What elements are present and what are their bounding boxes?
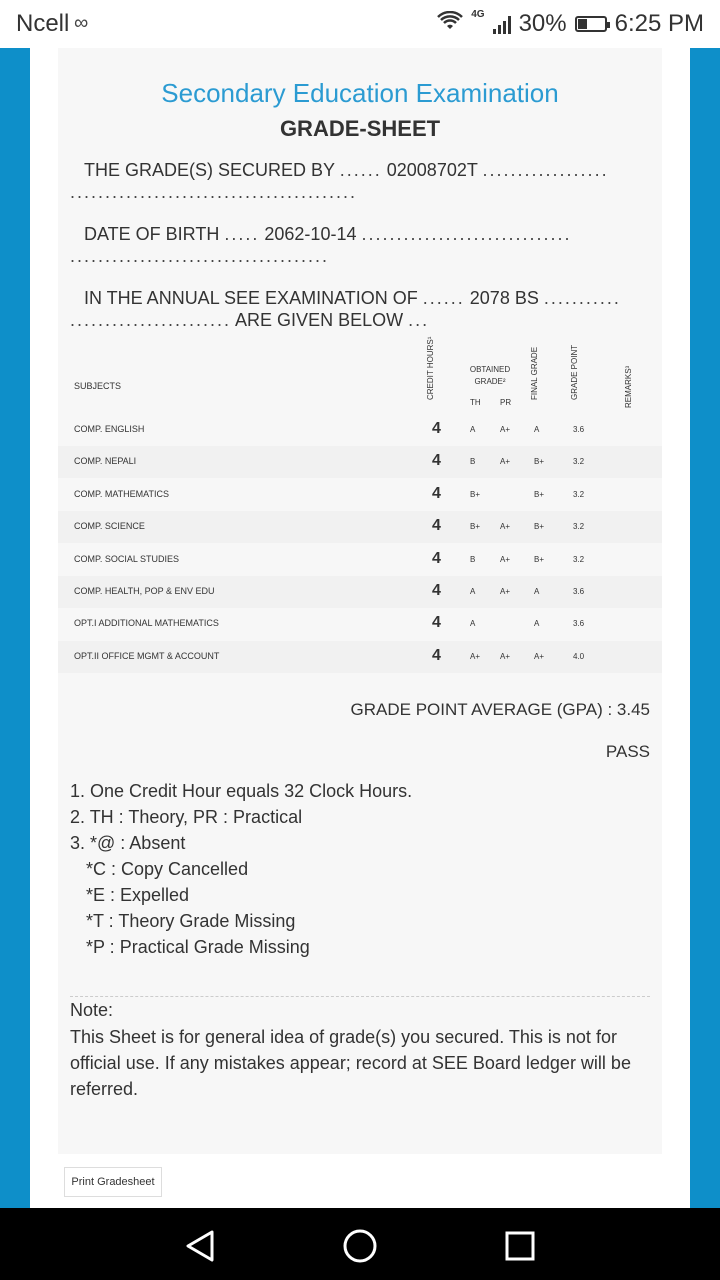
note-title: Note: xyxy=(70,1000,114,1020)
table-row xyxy=(58,576,662,608)
secured-by-line: THE GRADE(S) SECURED BY ...... 02008702T .................. xyxy=(84,160,609,180)
final-grade-cell: B+ xyxy=(534,489,545,499)
wifi-icon xyxy=(437,10,463,38)
final-grade-cell: B+ xyxy=(534,522,545,532)
network-type: 4G xyxy=(471,8,485,20)
subject-cell: OPT.II OFFICE MGMT & ACCOUNT xyxy=(74,650,220,661)
given-below-line: ....................... ARE GIVEN BELOW ... xyxy=(70,310,430,330)
table-row xyxy=(58,414,662,446)
grade-point-cell: 3.6 xyxy=(573,619,585,629)
theory-grade-cell: B+ xyxy=(470,489,481,499)
th-header: TH xyxy=(470,398,481,407)
subject-cell: COMP. SOCIAL STUDIES xyxy=(74,553,180,564)
battery-percent: 30% xyxy=(518,10,567,37)
exam-label: IN THE ANNUAL SEE EXAMINATION OF xyxy=(84,288,418,308)
subject-cell: COMP. HEALTH, POP & ENV EDU xyxy=(74,586,215,596)
final-grade-cell: A xyxy=(534,619,540,629)
final-grade-cell: A+ xyxy=(534,651,545,661)
grade-point-cell: 3.2 xyxy=(573,489,585,499)
page-content xyxy=(30,48,690,1208)
grade-point-cell: 3.6 xyxy=(573,425,585,434)
dotted-line: ..................................... xyxy=(70,246,330,266)
given-below-text: ARE GIVEN BELOW xyxy=(235,310,404,330)
theory-grade-cell: A xyxy=(470,425,476,434)
grade-point-cell: 4.0 xyxy=(573,651,585,661)
navigation-bar xyxy=(0,1208,720,1280)
credit-hours-cell: 4 xyxy=(432,549,441,567)
legend-item: 1. One Credit Hour equals 32 Clock Hours. xyxy=(70,781,413,801)
table-row xyxy=(58,479,662,511)
final-grade-cell: A xyxy=(534,587,540,596)
grade-point-cell: 3.2 xyxy=(573,457,585,467)
legend-item: *C : Copy Cancelled xyxy=(86,859,249,879)
battery-icon xyxy=(575,16,607,32)
credit-hours-cell: 4 xyxy=(432,614,441,632)
legend-notes xyxy=(70,778,412,960)
final-grade-header: FINAL GRADE xyxy=(530,346,539,400)
credit-hours-cell: 4 xyxy=(432,517,441,535)
status-bar xyxy=(0,0,720,48)
credit-hours-cell: 4 xyxy=(432,420,441,437)
final-grade-cell: B+ xyxy=(534,457,545,467)
remarks-header: REMARKS³ xyxy=(624,365,633,408)
subject-cell: COMP. ENGLISH xyxy=(74,424,145,434)
table-row xyxy=(58,511,662,543)
pr-header: PR xyxy=(500,398,512,407)
subject-cell: COMP. MATHEMATICS xyxy=(74,488,170,499)
grade-point-cell: 3.2 xyxy=(573,522,585,532)
credit-hours-cell: 4 xyxy=(432,484,441,502)
symbol-number: 02008702T xyxy=(386,160,478,180)
legend-item: *T : Theory Grade Missing xyxy=(86,911,296,931)
credit-hours-cell: 4 xyxy=(432,646,441,664)
exam-year: 2078 BS xyxy=(469,288,539,308)
carrier-name: Ncell xyxy=(16,10,70,37)
table-row xyxy=(58,446,662,478)
dob-line: DATE OF BIRTH ..... 2062-10-14 .............................. xyxy=(84,224,572,244)
final-grade-cell: A xyxy=(534,425,540,434)
legend-item: 3. *@ : Absent xyxy=(70,833,186,853)
theory-grade-cell: B xyxy=(470,554,476,564)
grade-sheet xyxy=(58,48,662,1154)
divider xyxy=(70,996,650,997)
note-text: This Sheet is for general idea of grade(s) you secured. This is not for official use. If any mistakes appear; record at SEE Board ledger will be referred. xyxy=(70,1027,631,1099)
practical-grade-cell: A+ xyxy=(500,587,511,596)
exam-line: IN THE ANNUAL SEE EXAMINATION OF ...... 2078 BS ........... xyxy=(84,288,621,308)
practical-grade-cell: A+ xyxy=(500,554,511,564)
theory-grade-cell: A xyxy=(470,619,476,629)
print-gradesheet-button[interactable]: Print Gradesheet xyxy=(64,1167,162,1197)
table-row xyxy=(58,608,662,640)
grade-point-header: GRADE POINT xyxy=(570,344,579,400)
grade-point-cell: 3.6 xyxy=(573,587,585,596)
grade-point-cell: 3.2 xyxy=(573,554,585,564)
obtained-grade-header: OBTAINED GRADE² xyxy=(469,365,511,386)
final-grade-cell: B+ xyxy=(534,554,545,564)
signal-icon xyxy=(493,14,511,34)
dob-label: DATE OF BIRTH xyxy=(84,224,220,244)
recents-icon[interactable] xyxy=(500,1226,540,1266)
theory-grade-cell: B xyxy=(470,457,476,467)
exam-title: Secondary Education Examination xyxy=(161,78,559,108)
subjects-header: SUBJECTS xyxy=(74,381,122,391)
practical-grade-cell: A+ xyxy=(500,457,511,467)
clock: 6:25 PM xyxy=(614,10,704,37)
subject-cell: OPT.I ADDITIONAL MATHEMATICS xyxy=(74,618,219,629)
legend-item: 2. TH : Theory, PR : Practical xyxy=(70,807,303,827)
result-status: PASS xyxy=(605,742,650,761)
practical-grade-cell: A+ xyxy=(500,522,511,532)
theory-grade-cell: A xyxy=(470,587,476,596)
sheet-title: GRADE-SHEET xyxy=(279,116,441,141)
subject-cell: COMP. SCIENCE xyxy=(74,521,145,532)
back-icon[interactable] xyxy=(180,1226,220,1266)
practical-grade-cell: A+ xyxy=(500,651,511,661)
secured-by-label: THE GRADE(S) SECURED BY xyxy=(84,160,335,180)
home-icon[interactable] xyxy=(340,1226,380,1266)
practical-grade-cell: A+ xyxy=(500,425,511,434)
theory-grade-cell: A+ xyxy=(470,651,481,661)
dob-value: 2062-10-14 xyxy=(264,224,357,244)
legend-item: *P : Practical Grade Missing xyxy=(86,937,310,957)
table-row xyxy=(58,641,662,673)
theory-grade-cell: B+ xyxy=(470,522,481,532)
gpa-line: GRADE POINT AVERAGE (GPA) : 3.45 xyxy=(350,700,650,719)
credit-hours-cell: 4 xyxy=(432,582,441,599)
credit-hours-header: CREDIT HOURS¹ xyxy=(426,336,435,400)
credit-hours-cell: 4 xyxy=(432,452,441,470)
subject-cell: COMP. NEPALI xyxy=(74,456,137,467)
carrier-logo-icon: ∞ xyxy=(74,12,89,34)
legend-item: *E : Expelled xyxy=(86,885,190,905)
table-row xyxy=(58,544,662,576)
dotted-line: ......................................... xyxy=(70,182,358,202)
